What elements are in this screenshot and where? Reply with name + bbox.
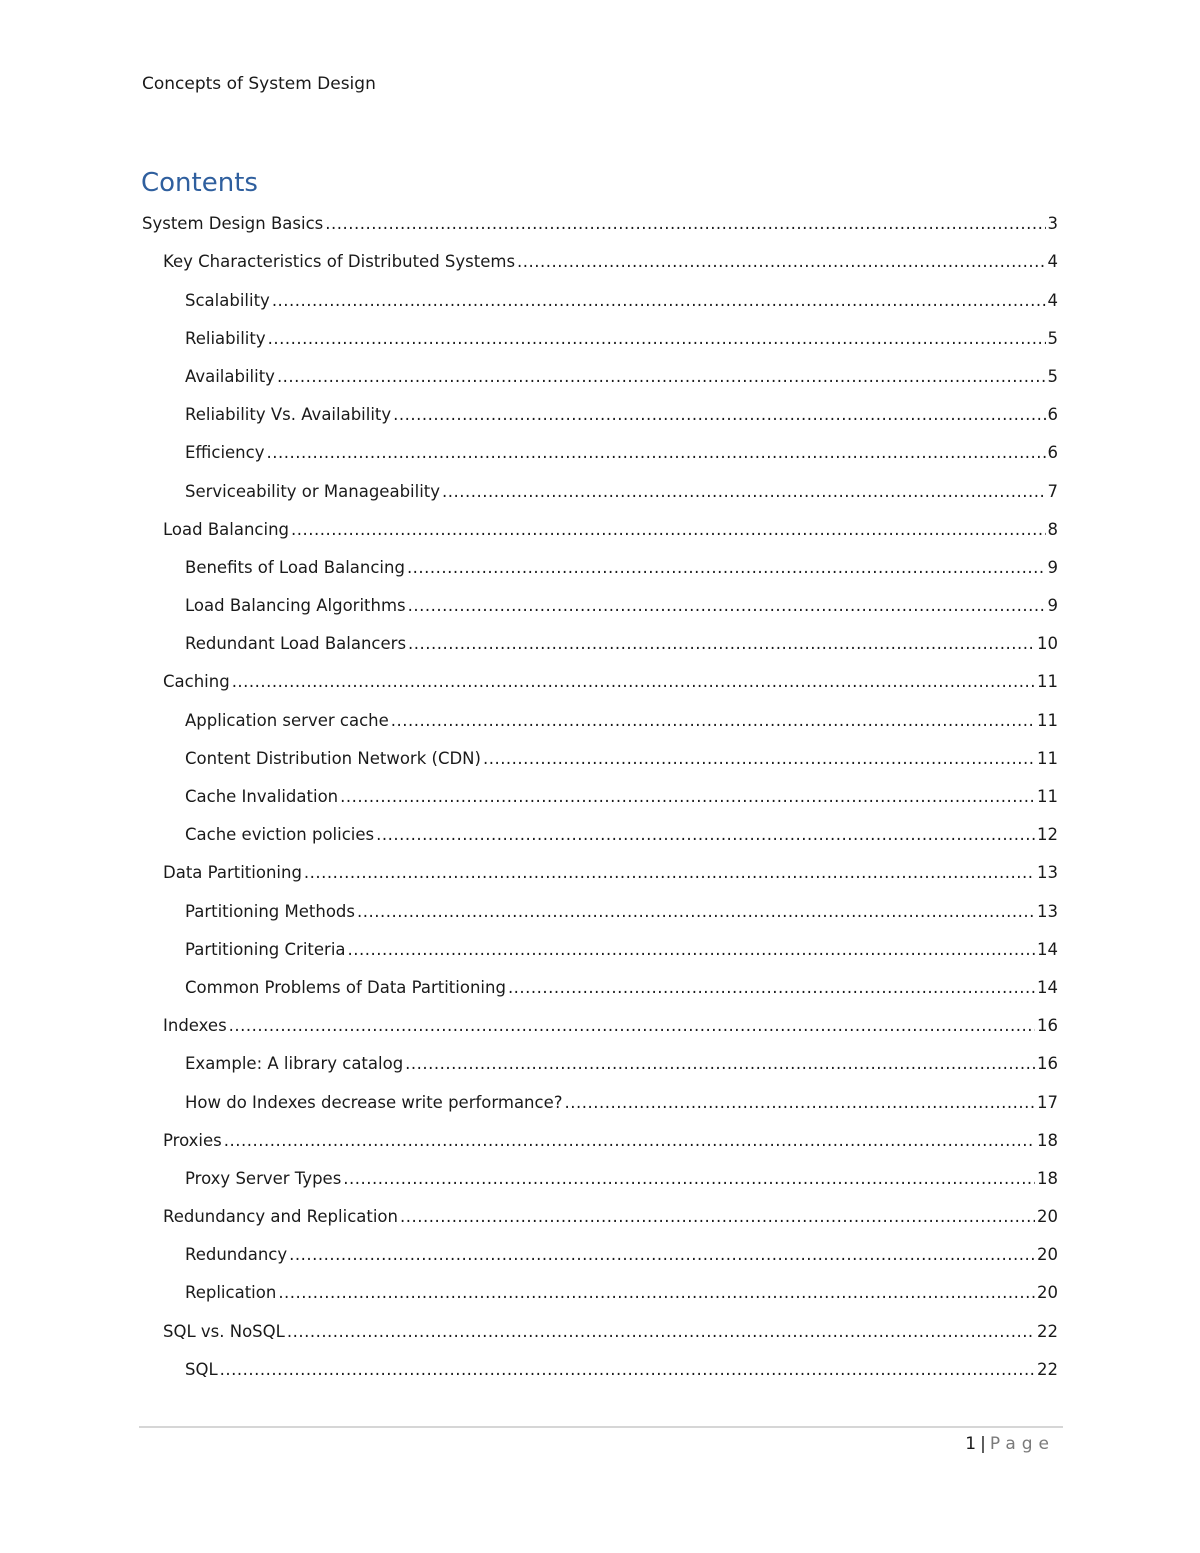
toc-entry-page: 22 bbox=[1037, 1359, 1058, 1379]
toc-entry-page: 7 bbox=[1047, 481, 1058, 501]
toc-entry[interactable] bbox=[142, 355, 1058, 393]
toc-entry[interactable] bbox=[142, 1157, 1058, 1195]
toc-entry-title: Partitioning Methods bbox=[185, 901, 356, 921]
toc-entry-page: 11 bbox=[1037, 710, 1058, 730]
toc-dot-leader bbox=[325, 214, 1045, 234]
toc-entry[interactable] bbox=[142, 1080, 1058, 1118]
toc-entry-title: Proxy Server Types bbox=[185, 1168, 342, 1188]
toc-entry-title: Caching bbox=[163, 672, 230, 692]
toc-entry[interactable] bbox=[142, 1309, 1058, 1347]
toc-entry-page: 17 bbox=[1037, 1092, 1058, 1112]
toc-entry[interactable] bbox=[142, 813, 1058, 851]
toc-entry[interactable] bbox=[142, 508, 1058, 546]
toc-entry-page: 9 bbox=[1047, 557, 1058, 577]
toc-dot-leader bbox=[278, 1283, 1035, 1303]
toc-entry[interactable] bbox=[142, 889, 1058, 927]
toc-entry-title: Scalability bbox=[185, 290, 270, 310]
toc-entry-page: 18 bbox=[1037, 1130, 1058, 1150]
toc-dot-leader bbox=[291, 520, 1046, 540]
toc-dot-leader bbox=[517, 252, 1045, 272]
footer-divider bbox=[139, 1426, 1063, 1428]
toc-entry-title: Content Distribution Network (CDN) bbox=[185, 748, 481, 768]
toc-entry-title: Availability bbox=[185, 366, 275, 386]
toc-entry-page: 10 bbox=[1037, 634, 1058, 654]
toc-entry[interactable] bbox=[142, 431, 1058, 469]
toc-entry-page: 4 bbox=[1047, 290, 1058, 310]
toc-entry[interactable] bbox=[142, 737, 1058, 775]
toc-dot-leader bbox=[348, 940, 1035, 960]
toc-entry[interactable] bbox=[142, 469, 1058, 507]
toc-entry-title: Cache eviction policies bbox=[185, 825, 375, 845]
toc-entry[interactable] bbox=[142, 317, 1058, 355]
toc-entry-page: 14 bbox=[1037, 939, 1058, 959]
toc-entry[interactable] bbox=[142, 1233, 1058, 1271]
toc-entry-page: 16 bbox=[1037, 1016, 1058, 1036]
toc-heading: Contents bbox=[141, 168, 258, 198]
toc-entry-page: 11 bbox=[1037, 672, 1058, 692]
toc-entry-title: Reliability Vs. Availability bbox=[185, 405, 392, 425]
toc-entry[interactable] bbox=[142, 584, 1058, 622]
toc-dot-leader bbox=[483, 749, 1035, 769]
toc-entry[interactable] bbox=[142, 622, 1058, 660]
toc-entry[interactable] bbox=[142, 202, 1058, 240]
toc-entry-page: 3 bbox=[1047, 214, 1058, 234]
toc-entry-page: 5 bbox=[1047, 366, 1058, 386]
toc-entry-page: 4 bbox=[1047, 252, 1058, 272]
toc-entry-page: 6 bbox=[1047, 405, 1058, 425]
toc-entry-title: Benefits of Load Balancing bbox=[185, 557, 405, 577]
toc-entry-title: Common Problems of Data Partitioning bbox=[185, 977, 506, 997]
toc-entry-title: Indexes bbox=[163, 1016, 227, 1036]
toc-entry-title: Serviceability or Manageability bbox=[185, 481, 441, 501]
toc-entry-title: Partitioning Criteria bbox=[185, 939, 346, 959]
toc-dot-leader bbox=[393, 405, 1045, 425]
toc-dot-leader bbox=[224, 1131, 1035, 1151]
toc-entry[interactable] bbox=[142, 546, 1058, 584]
toc-entry-page: 16 bbox=[1037, 1054, 1058, 1074]
toc-dot-leader bbox=[229, 1016, 1035, 1036]
toc-entry-page: 20 bbox=[1037, 1283, 1058, 1303]
toc-entry-title: Example: A library catalog bbox=[185, 1054, 404, 1074]
toc-dot-leader bbox=[343, 1169, 1035, 1189]
toc-dot-leader bbox=[405, 1054, 1035, 1074]
page-number: 1 bbox=[965, 1434, 977, 1454]
toc-entry-page: 20 bbox=[1037, 1245, 1058, 1265]
toc-entry[interactable] bbox=[142, 393, 1058, 431]
table-of-contents bbox=[142, 202, 1058, 1386]
toc-dot-leader bbox=[565, 1093, 1036, 1113]
toc-entry-page: 8 bbox=[1047, 519, 1058, 539]
toc-dot-leader bbox=[266, 443, 1045, 463]
page-separator: | bbox=[980, 1434, 986, 1454]
toc-dot-leader bbox=[289, 1245, 1035, 1265]
toc-entry-page: 13 bbox=[1037, 863, 1058, 883]
toc-entry-title: How do Indexes decrease write performance? bbox=[185, 1092, 563, 1112]
toc-entry-page: 11 bbox=[1037, 748, 1058, 768]
toc-entry-title: Application server cache bbox=[185, 710, 389, 730]
toc-dot-leader bbox=[407, 558, 1046, 578]
toc-entry[interactable] bbox=[142, 660, 1058, 698]
toc-entry-page: 13 bbox=[1037, 901, 1058, 921]
toc-entry[interactable] bbox=[142, 1042, 1058, 1080]
toc-entry[interactable] bbox=[142, 1271, 1058, 1309]
toc-entry[interactable] bbox=[142, 928, 1058, 966]
toc-entry[interactable] bbox=[142, 1348, 1058, 1386]
toc-entry-title: Data Partitioning bbox=[163, 863, 302, 883]
toc-entry-title: Redundancy bbox=[185, 1245, 288, 1265]
toc-dot-leader bbox=[268, 329, 1046, 349]
toc-entry-page: 18 bbox=[1037, 1168, 1058, 1188]
toc-entry-page: 20 bbox=[1037, 1207, 1058, 1227]
running-header: Concepts of System Design bbox=[142, 74, 376, 94]
toc-dot-leader bbox=[357, 902, 1035, 922]
toc-entry-title: Proxies bbox=[163, 1130, 222, 1150]
toc-entry-title: Efficiency bbox=[185, 443, 265, 463]
toc-entry[interactable] bbox=[142, 240, 1058, 278]
toc-dot-leader bbox=[408, 596, 1046, 616]
toc-dot-leader bbox=[376, 825, 1035, 845]
toc-dot-leader bbox=[277, 367, 1046, 387]
toc-entry-title: Load Balancing bbox=[163, 519, 289, 539]
footer-page-number bbox=[965, 1434, 1055, 1454]
toc-entry-page: 14 bbox=[1037, 977, 1058, 997]
toc-dot-leader bbox=[508, 978, 1035, 998]
toc-entry-page: 6 bbox=[1047, 443, 1058, 463]
toc-entry[interactable] bbox=[142, 1119, 1058, 1157]
page-word: Page bbox=[989, 1434, 1055, 1454]
toc-dot-leader bbox=[408, 634, 1035, 654]
toc-entry[interactable] bbox=[142, 278, 1058, 316]
toc-entry-title: Redundancy and Replication bbox=[163, 1207, 398, 1227]
toc-entry-page: 22 bbox=[1037, 1321, 1058, 1341]
toc-dot-leader bbox=[287, 1322, 1035, 1342]
toc-entry[interactable] bbox=[142, 775, 1058, 813]
toc-entry-title: Load Balancing Algorithms bbox=[185, 596, 406, 616]
toc-dot-leader bbox=[391, 711, 1035, 731]
toc-entry-title: System Design Basics bbox=[142, 214, 324, 234]
toc-dot-leader bbox=[272, 291, 1046, 311]
toc-entry[interactable] bbox=[142, 698, 1058, 736]
toc-entry-page: 9 bbox=[1047, 596, 1058, 616]
toc-entry-title: SQL vs. NoSQL bbox=[163, 1321, 285, 1341]
toc-entry-title: SQL bbox=[185, 1359, 218, 1379]
toc-entry-page: 5 bbox=[1047, 328, 1058, 348]
toc-entry-title: Key Characteristics of Distributed Systems bbox=[163, 252, 516, 272]
toc-entry-title: Reliability bbox=[185, 328, 266, 348]
toc-dot-leader bbox=[400, 1207, 1035, 1227]
toc-entry-title: Replication bbox=[185, 1283, 277, 1303]
toc-entry[interactable] bbox=[142, 851, 1058, 889]
toc-entry[interactable] bbox=[142, 1195, 1058, 1233]
toc-entry-page: 12 bbox=[1037, 825, 1058, 845]
toc-entry-page: 11 bbox=[1037, 787, 1058, 806]
toc-dot-leader bbox=[340, 787, 1035, 807]
toc-dot-leader bbox=[442, 482, 1045, 502]
toc-dot-leader bbox=[232, 672, 1035, 692]
toc-entry-title: Redundant Load Balancers bbox=[185, 634, 407, 654]
toc-dot-leader bbox=[220, 1360, 1035, 1380]
toc-entry[interactable] bbox=[142, 1004, 1058, 1042]
toc-entry-title: Cache Invalidation bbox=[185, 787, 339, 806]
toc-entry[interactable] bbox=[142, 966, 1058, 1004]
toc-dot-leader bbox=[304, 863, 1035, 883]
